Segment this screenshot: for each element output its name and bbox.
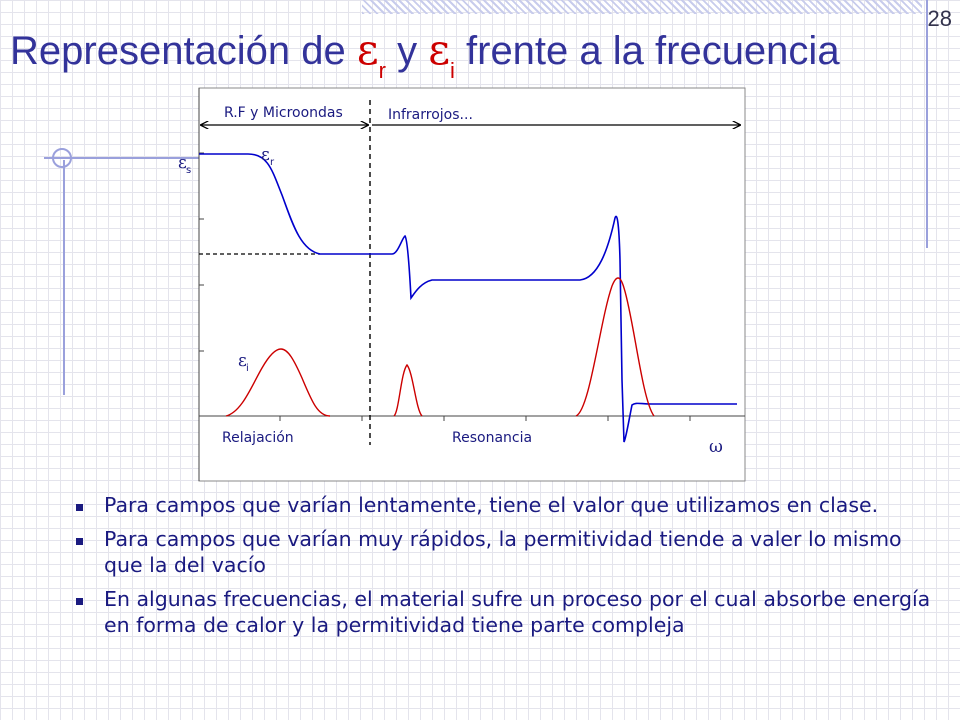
eps-s-label (178, 153, 191, 176)
relaxation-label: Relajación (222, 430, 294, 446)
title-part-2: y (386, 29, 429, 73)
region-label-infrared: Infrarrojos... (388, 107, 473, 123)
bullet-list (74, 492, 934, 646)
slide-number: 28 (927, 6, 952, 31)
bullet-square-icon (76, 538, 83, 545)
bullet-square-icon (76, 504, 83, 511)
bullet-item (74, 492, 934, 518)
bullet-text: Para campos que varían lentamente, tiene el valor que utilizamos en clase. (104, 493, 879, 517)
resonance-label: Resonancia (452, 430, 533, 446)
title-part-1: Representación de (10, 29, 357, 73)
svg-text:r: r (270, 157, 275, 168)
svg-text:i: i (246, 363, 249, 374)
bullet-item (74, 526, 934, 578)
omega-label: ω (709, 437, 723, 457)
svg-text:s: s (186, 165, 192, 176)
bullet-item (74, 586, 934, 638)
bullet-square-icon (76, 598, 83, 605)
title-epsilon-r: ε (356, 25, 379, 74)
svg-text:ε: ε (178, 153, 187, 173)
plot-area (199, 88, 745, 481)
title-part-3: frente a la frecuencia (454, 29, 840, 73)
title-sub-r: r (378, 58, 386, 83)
title-sub-i: i (450, 58, 455, 83)
bullet-text: Para campos que varían muy rápidos, la permitividad tiende a valer lo mismo que la del vacío (104, 527, 902, 577)
title-epsilon-i: ε (428, 25, 450, 74)
svg-text:ε: ε (261, 145, 270, 165)
svg-text:ε: ε (238, 351, 247, 371)
bullet-text: En algunas frecuencias, el material sufre un proceso por el cual absorbe energía en forma de calor y la permitividad tiene parte compleja (104, 587, 931, 637)
region-label-rf: R.F y Microondas (224, 105, 343, 121)
